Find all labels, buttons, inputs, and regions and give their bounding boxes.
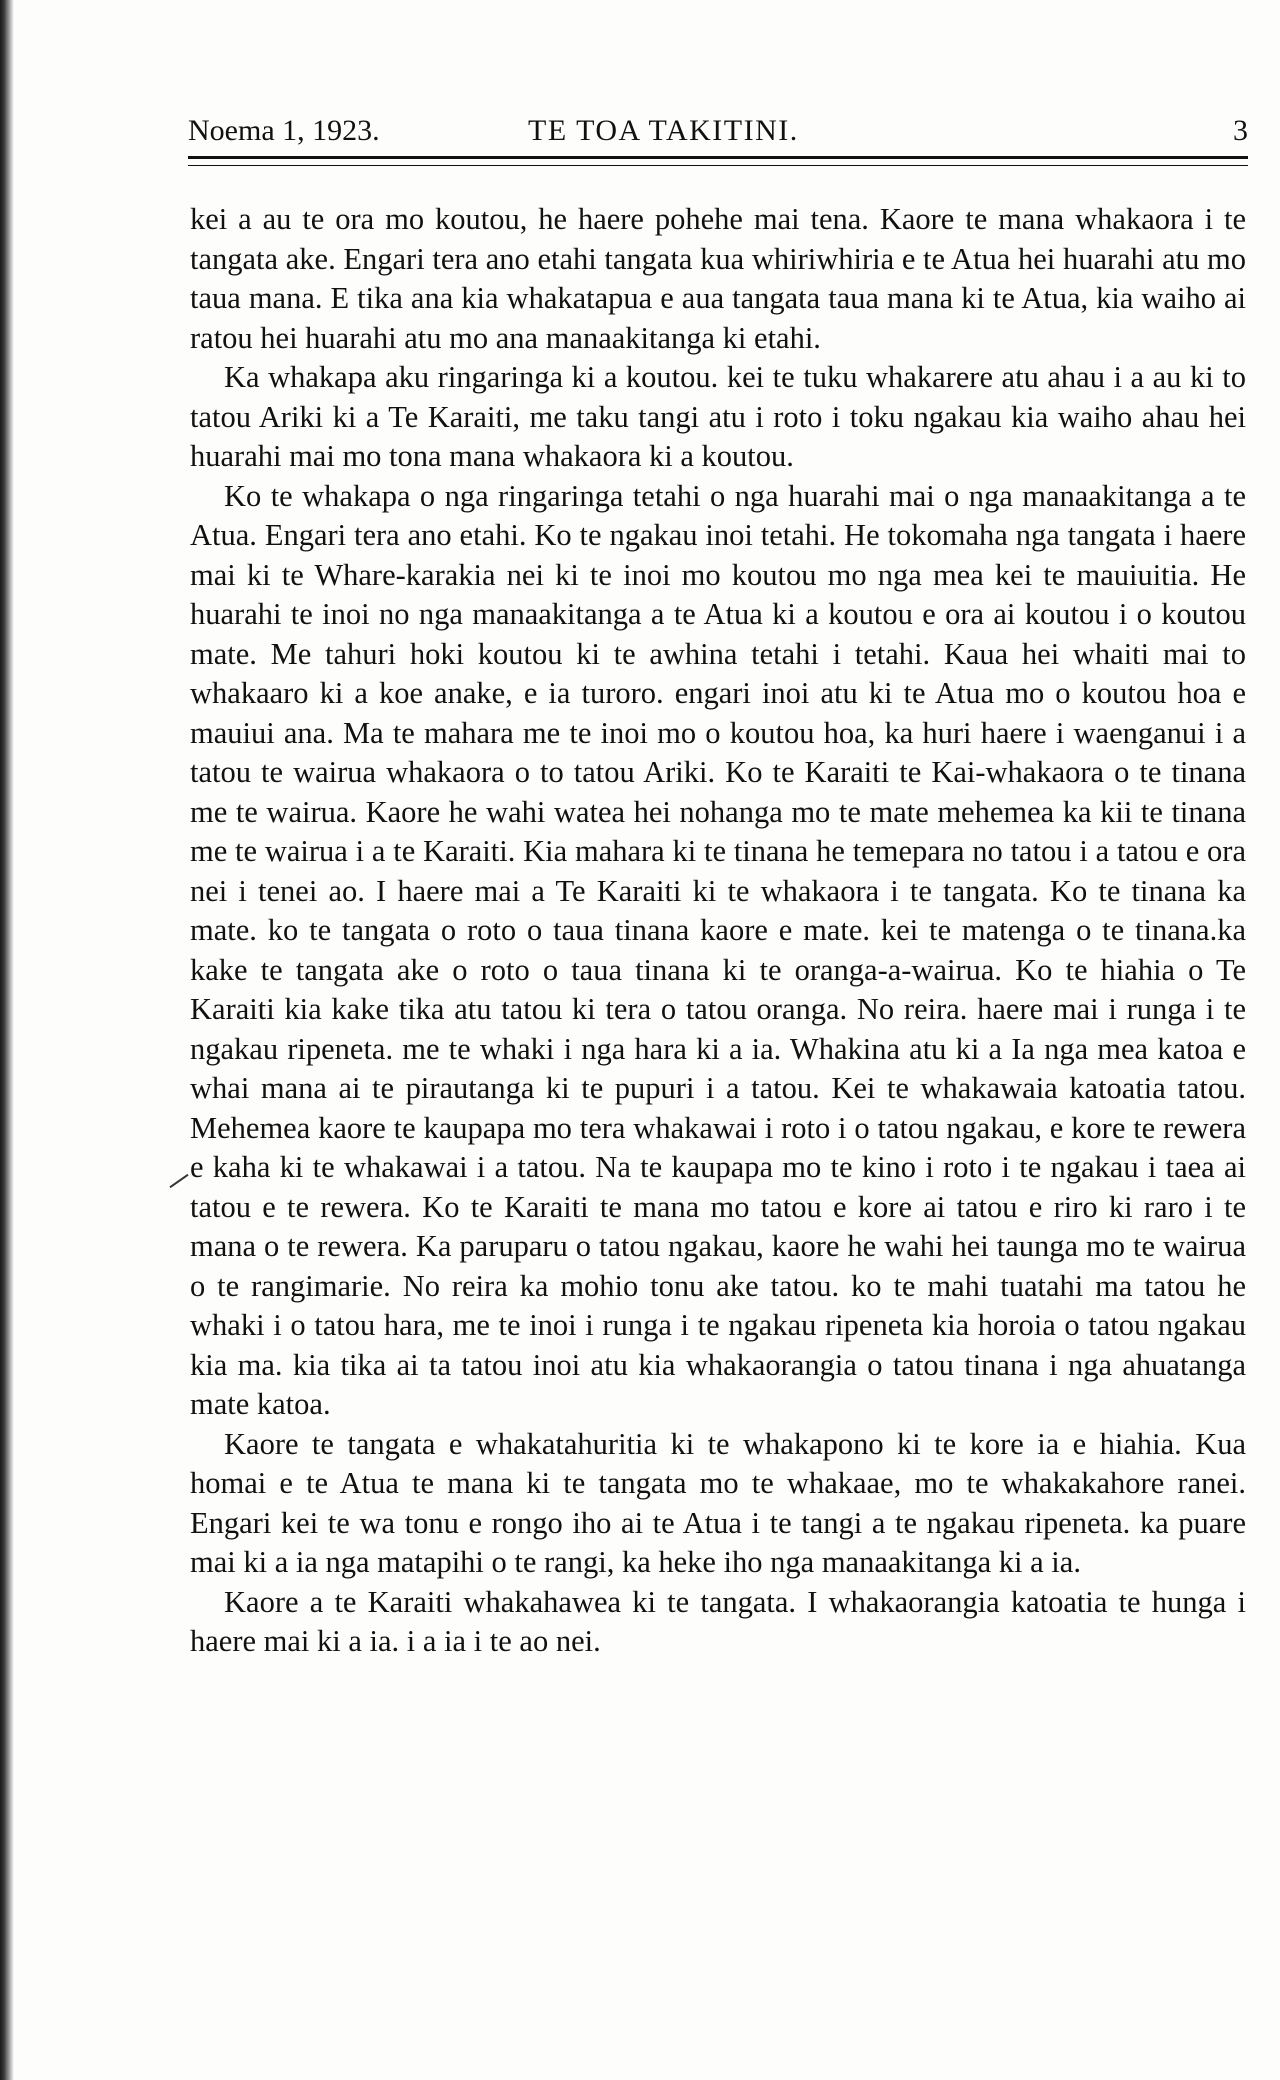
paragraph: Ka whakapa aku ringaringa ki a koutou. kei te tuku whakarere atu ahau i a au ki to tatou Ariki ki a Te Karaiti, me taku tangi atu i roto i toku ngakau kia waiho ahau hei huarahi mai mo tona mana whakaora ki a koutou.	[190, 360, 1246, 473]
margin-pencil-mark	[169, 1174, 188, 1188]
page-binding-edge	[0, 0, 14, 2080]
header-page-number: 3	[1233, 114, 1248, 147]
page-header	[188, 108, 1248, 154]
paragraph: Ko te whakapa o nga ringaringa tetahi o nga huarahi mai o nga manaakitanga a te Atua. Engari tera ano etahi. Ko te ngakau inoi tetahi. He tokomaha nga tangata i haere mai ki te Whare-karakia nei ki te inoi mo koutou mo nga mea kei te mauiuitia. He huarahi te inoi no nga manaakitanga a te Atua ki a koutou e ora ai koutou i o koutou mate. Me tahuri hoki koutou ki te awhina tetahi i tetahi. Kaua hei whaiti mai to whakaaro ki a koe anake, e ia turoro. engari inoi atu ki te Atua mo o koutou hoa e mauiui ana. Ma te mahara me te inoi mo o koutou hoa, ka huri haere i waenganui i a tatou te wairua whakaora o to tatou Ariki. Ko te Karaiti te Kai-whakaora o te tinana me te wairua. Kaore he wahi watea hei nohanga mo te mate mehemea ka kii te tinana me te wairua i a te Karaiti. Kia mahara ki te tinana he temepara no tatou i a tatou e ora nei i tenei ao. I haere mai a Te Karaiti ki te whakaora i te tangata. Ko te tinana ka mate. ko te tangata o roto o taua tinana kaore e mate. kei te matenga o te tinana.ka kake te tangata ake o roto o taua tinana ki te oranga-a-wairua. Ko te hiahia o Te Karaiti kia kake tika atu tatou ki tera o tatou oranga. No reira. haere mai i runga i te ngakau ripeneta. me te whaki i nga hara ki a ia. Whakina atu ki a Ia nga mea katoa e whai mana ai te pirautanga ki te pupuri i a tatou. Kei te whakawaia katoatia tatou. Mehemea kaore te kaupapa mo tera whakawai i roto i o tatou ngakau, e kore te rewera e kaha ki te whakawai i a tatou. Na te kaupapa mo te kino i roto i te ngakau i taea ai tatou e te rewera. Ko te Karaiti te mana mo tatou e kore ai tatou e riro ki raro i te mana o te rewera. Ka paruparu o tatou ngakau, kaore he wahi hei taunga mo te wairua o te rangimarie. No reira ka mohio tonu ake tatou. ko te mahi tuatahi ma tatou he whaki i o tatou hara, me te inoi i runga i te ngakau ripeneta kia horoia o tatou ngakau kia ma. kia tika ai ta tatou inoi atu kia whakaorangia o tatou tinana i nga ahuatanga mate katoa.	[190, 478, 1246, 1421]
header-rule-thick	[188, 156, 1248, 159]
paragraph: kei a au te ora mo koutou, he haere pohehe mai tena. Kaore te mana whakaora i te tangata ake. Engari tera ano etahi tangata kua whiriwhiria e te Atua hei huarahi atu mo taua mana. E tika ana kia whakatapua e aua tangata taua mana ki te Atua, kia waiho ai ratou hei huarahi atu mo ana manaakitanga ki etahi.	[190, 202, 1246, 355]
header-title: TE TOA TAKITINI.	[528, 114, 799, 147]
header-rule-thin	[188, 165, 1248, 166]
article-body	[190, 200, 1246, 1662]
paragraph: Kaore te tangata e whakatahuritia ki te whakapono ki te kore ia e hiahia. Kua homai e te Atua te mana ki te tangata mo te whakaae, mo te whakakahore ranei. Engari kei te wa tonu e rongo iho ai te Atua i te tangi a te ngakau ripeneta. ka puare mai ki a ia nga matapihi o te rangi, ka heke iho nga manaakitanga ki a ia.	[190, 1426, 1246, 1579]
header-date: Noema 1, 1923.	[188, 114, 380, 147]
paragraph: Kaore a te Karaiti whakahawea ki te tangata. I whakaorangia katoatia te hunga i haere mai ki a ia. i a ia i te ao nei.	[190, 1584, 1246, 1658]
